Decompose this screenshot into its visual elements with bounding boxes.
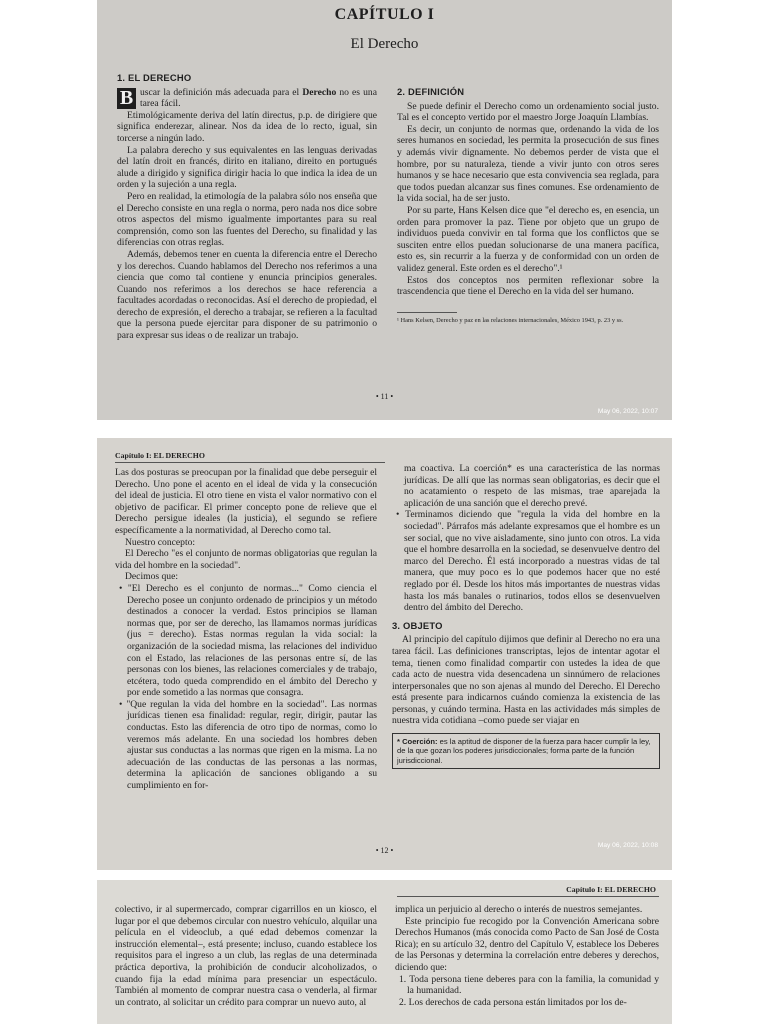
paragraph: Además, debemos tener en cuenta la diferencia entre el Derecho y los derechos. Cuando hablamos del Derecho nos referimos a una ciencia que como tal contiene y enuncia principios generales. Cuando nos referimos a los derechos se hace referencia a facultades acordadas o reconocidas. Así el derecho de propiedad, el derecho de expresión, el derecho a trabajar, se refieren a la facultad que la persona puede ejercitar para disponer de su patrimonio o para expresar sus ideas o de realizar un trabajo. — [117, 248, 377, 342]
paragraph: La palabra derecho y sus equivalentes en las lenguas derivadas del latín droit en francés, dirito en italiano, direito en portugués alude a dirigido y significa dirigir hacia lo que indica la idea de un orden y la sujeción a una regla. — [117, 144, 377, 191]
section-heading-definicion: 2. DEFINICIÓN — [397, 86, 465, 97]
box-term: * Coerción: — [397, 737, 438, 747]
paragraph: Etimológicamente deriva del latín directus, p.p. de dirigiere que significa enderezar, alinear. Nos da idea de lo recto, igual, sin torcerse a ningún lado. — [117, 109, 377, 144]
bullet-icon: • — [396, 509, 406, 521]
page1-right-column — [397, 86, 659, 325]
paragraph: Es decir, un conjunto de normas que, ordenando la vida de los seres humanos en sociedad, les permita la prosecución de sus fines y además vivir dignamente. No debemos perder de vista que el hombre, por su naturaleza, tiende a vivir junto con otros seres humanos y se hace necesario que esta convivencia sea reglada, para que todos puedan alcanzar sus fines comunes. Ese ordenamiento de la vida social, ha de ser justo. — [397, 123, 659, 205]
header-rule — [115, 462, 385, 463]
paragraph: ma coactiva. La coerción* es una característica de las normas jurídicas. De allí que las normas sean obligatorias, es decir que el no acatamiento o respeto de las mismas, trae aparejada la aplicación de una sanción que el derecho prevé. — [404, 463, 660, 509]
paragraph: Nuestro concepto: — [125, 536, 196, 548]
bullet-item — [392, 509, 660, 613]
section-heading-objeto: 3. OBJETO — [392, 619, 443, 631]
paragraph — [117, 87, 377, 110]
bullet-icon: • — [119, 698, 127, 710]
page-11 — [97, 0, 672, 420]
running-head: Capítulo I: EL DERECHO — [566, 885, 656, 894]
bold-term: Derecho — [302, 86, 337, 98]
footnote-rule — [397, 312, 457, 313]
paragraph: Este principio fue recogido por la Convención Americana sobre Derechos Humanos (más conocida como Pacto de San José de Costa Rica); en su artículo 32, dentro del Capítulo V, establece los Deberes de las Personas y determina la correlación entre deberes y derechos, diciendo que: — [395, 915, 659, 973]
chapter-subtitle: El Derecho — [350, 36, 419, 52]
paragraph: Por su parte, Hans Kelsen dice que "el derecho es, en esencia, un orden para promover la paz. Tiene por objeto que un grupo de individuos pueda convivir en tal forma que los conflictos que se susciten entre ellos puedan solucionarse de una manera pacífica, esto es, sin recurrir a la fuerza y de conformidad con un orden de validez general. Este orden es el derecho".¹ — [397, 204, 659, 274]
list-item: 2. Los derechos de cada persona están limitados por los de- — [399, 996, 627, 1008]
bullet-text: "Que regulan la vida del hombre en la sociedad". Las normas jurídicas tienen esa finalidad: regular, regir, dirigir, pautar las conductas. Esto las diferencia de otro tipo de normas, como lo veremos más adelante. En una sociedad los hombres deben ajustar sus conductas a las normas que rigen en la misma. La no adecuación de las conductas de las personas a las normas, determina la aplicación de sanciones obligando a su cumplimiento en for- — [126, 698, 377, 792]
footnote: ¹ Hans Kelsen, Derecho y paz en las relaciones internacionales, México 1943, p. 23 y ss. — [397, 316, 624, 324]
paragraph: Estos dos conceptos nos permiten reflexionar sobre la trascendencia que tiene el Derecho en la vida del ser humano. — [397, 274, 659, 298]
bullet-icon: • — [119, 582, 128, 594]
chapter-title: CAPÍTULO I — [334, 6, 435, 23]
page2-left-column — [115, 467, 377, 792]
paragraph: Se puede definir el Derecho como un ordenamiento social justo. Tal es el concepto vertido por el maestro Jorge Joaquín Llambías. — [397, 100, 659, 124]
bullet-item — [115, 699, 377, 792]
bullet-text: "El Derecho es el conjunto de normas..." Como ciencia el Derecho posee un conjunto ordenado de principios y un método destinados a conocer la verdad. Estos principios se llaman normas que, por ser de derecho, las llamamos normas jurídicas (jus = derecho). Estas normas regulan la vida social: la organización de la sociedad misma, las relaciones del individuo con el Estado, las relaciones de las personas entre sí, de las personas con los bienes, las relaciones comerciales y de trabajo, etcétera, todo queda comprendido en el ámbito del Derecho y por ende sometido a las normas que consagra. — [127, 582, 377, 699]
page-number: • 12 • — [375, 846, 394, 855]
paragraph: implica un perjuicio al derecho o interés de nuestros semejantes. — [395, 904, 643, 915]
bullet-text: Terminamos diciendo que "regula la vida del hombre en la sociedad". Párrafos más adelante expresamos que el hombre es un ser social, que no vive aisladamente, sino junto con otros. La vida que el hombre desarrolla en la sociedad, se desenvuelve dentro del marco del Derecho. Él está incorporado a nuestras vidas de tal manera, que muy poco es lo que podemos hacer que no esté reglado por él. Desde los hitos más importantes de nuestras vidas hasta los más banales o rutinarios, todos ellos se desenvuelven dentro del ámbito del Derecho. — [404, 509, 660, 614]
page3-right-column — [395, 904, 659, 1008]
page2-right-column — [392, 463, 660, 769]
page-13 — [97, 880, 672, 1024]
header-rule — [397, 896, 659, 897]
definition-box — [392, 733, 660, 769]
page1-left-column — [117, 72, 377, 342]
text-span: no es una tarea fácil. — [140, 86, 377, 110]
paragraph: colectivo, ir al supermercado, comprar cigarrillos en un kiosco, el lugar por el que debemos circular con nuestro vehículo, alquilar una película en el videoclub, a qué edad debemos comenzar la instrucción elemental–, está presente; incluso, cuando establece los requisitos para el ingreso a un club, las reglas de una determinada práctica deportiva, la prohibición de conducir alcoholizados, o cuando fija la edad mínima para presenciar un espectáculo. También al momento de comprar nuestra casa o venderla, al firmar un contrato, al solicitar un crédito para comprar un nuevo auto, al — [115, 904, 377, 1008]
paragraph: Las dos posturas se preocupan por la finalidad que debe perseguir el Derecho. Uno pone el acento en el ideal de vida y la consecución del ideal de justicia. El otro tiene en vista el valor normativo con el objetivo de pacificar. El primer concepto pone de relieve que el Derecho persigue ideales (la justicia), el segundo se refiere específicamente a la normatividad, al Derecho como tal. — [115, 467, 377, 536]
paragraph: Al principio del capítulo dijimos que definir al Derecho no era una tarea fácil. Las definiciones transcriptas, lejos de intentar agotar el tema, tienen como finalidad compartir con ustedes la idea de que cada acto de nuestra vida desencadena un sinnúmero de relaciones interpersonales que no son ajenas al mundo del Derecho. El Derecho está presente para indicarnos cuándo comienza la existencia de las personas, y cuándo termina. Hasta en las actividades más simples de nuestra vida cotidiana –como puede ser viajar en — [392, 634, 660, 727]
text-span: uscar la definición más adecuada para el — [140, 86, 303, 98]
dropcap-letter: B — [117, 88, 136, 109]
page-12 — [97, 438, 672, 870]
timestamp: May 06, 2022, 10:07 — [597, 408, 658, 415]
box-text: es la aptitud de disponer de la fuerza para hacer cumplir la ley, de la que gozan los poderes jurisdiccionales; forma parte de la función jurisdiccional. — [397, 737, 651, 765]
page3-left-column — [115, 904, 377, 1008]
bullet-item — [115, 583, 377, 699]
timestamp: May 06, 2022, 10:08 — [597, 842, 658, 849]
running-head: Capítulo I: EL DERECHO — [115, 451, 205, 460]
section-heading-el-derecho: 1. EL DERECHO — [117, 72, 192, 83]
paragraph: Decimos que: — [125, 571, 179, 583]
page-number: • 11 • — [375, 392, 394, 401]
paragraph: El Derecho "es el conjunto de normas obligatorias que regulan la vida del hombre en la sociedad". — [115, 548, 377, 571]
paragraph: Pero en realidad, la etimología de la palabra sólo nos enseña que el Derecho consiste en una regla o norma, pero nada nos dice sobre otros aspectos del mismo igualmente importantes para su real comprensión, como son las fuentes del Derecho, su finalidad y las diferencias con otras reglas. — [117, 190, 377, 249]
list-item: 1. Toda persona tiene deberes para con la familia, la comunidad y la humanidad. — [399, 973, 659, 997]
